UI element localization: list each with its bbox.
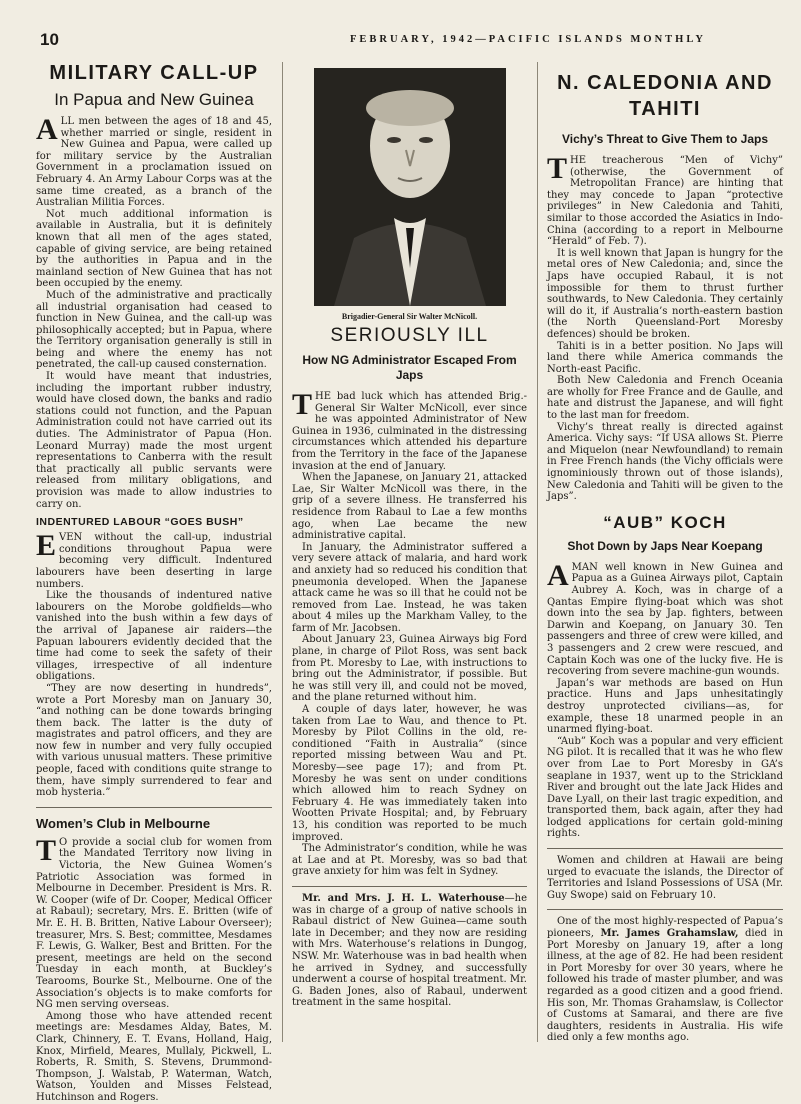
paragraph: THE treacherous “Men of Vichy” (otherwise, the Government of Metropolitan France) are hinting that they may concede to Japan “protective privileges” in New Caledonia and Tahiti, similar to those accorded the Asiatics in Indo-China (according to a report in Melbourne “Herald” of Feb. 7). [547,152,783,248]
article-subtitle: In Papua and New Guinea [54,90,254,109]
paragraph: Mr. and Mrs. J. H. L. Waterhouse—he was in charge of a group of native schools in Rabaul district of New Guinea—came south late in December; and they now are residing with Mrs. Waterhouse’s relations in Dungog, NSW. Mr. Waterhouse was in bad health when he arrived in Sydney, and successfully underwent a course of hospital treatment. Mr. G. Baden Jones, also of Rabaul, underwent treatment in the same hospital. [292,892,527,1009]
column-middle [292,62,527,1009]
paragraph: A MAN well known in New Guinea and Papua as a Guinea Airways pilot, Captain Aubrey A. Koch, was in charge of a Qantas Empire flying-boat which was shot down into the sea by Jap. fighters, between Darwin and Koepang, on January 30. Ten passengers and three of crew were killed, and 3 passengers and 2 crew were rescued, and Captain Koch was one of the lucky five. He is recovering from severe machine-gun wounds. [547,558,783,678]
paragraph: It would have meant that industries, including the important rubber industry, would have closed down, the banks and radio stations could not function, and the Papuan Administration could not have carried out its duties. The Administrator of Papua (Hon. Leonard Murray) made the most urgent representations to Canberra with the result that practically all public servants were released from military obligations, and provision was made to allow industries to carry on. [36,371,272,510]
article-title: N. CALEDONIA AND TAHITI [557,72,773,120]
paragraph: In January, the Administrator suffered a very severe attack of malaria, and hard work and anxiety had so reduced his condition that pneumonia developed. When the Japanese attack came he was so ill that he could not be removed from Lae. Instead, he was taken about 4 miles up the Markham Valley, to the farm of Mr. Jacobsen. [292,541,527,634]
paragraph: “Aub” Koch was a popular and very efficient NG pilot. It is recalled that it was he who flew over from Lae to Port Moresby in GA’s seaplane in 1937, went up to the Strickland River and brought out the late Jack Hides and Dave Lyall, on their last tragic expedition, and transported them, back again, after they had lodged applications for certain gold-mining rights. [547,735,783,840]
divider [36,807,272,808]
paragraph: EVEN without the call-up, industrial conditions throughout Papua were becoming very difficult. Indentured labourers have been deserting in large numbers. [36,529,272,590]
article-subtitle: Shot Down by Japs Near Koepang [567,538,763,553]
portrait-photo [314,68,506,306]
page-header [40,30,781,52]
drop-cap: T [292,388,313,421]
section-heading: INDENTURED LABOUR “GOES BUSH” [36,516,244,529]
divider [292,886,527,887]
paragraph: Both New Caledonia and French Oceania are wholly for Free France and de Gaulle, and hate and distrust the Japanese, and will fight to the last man for freedom. [547,375,783,422]
drop-cap: T [547,152,568,185]
paragraph: T O provide a social club for women from the Mandated Territory now living in Victoria, the New Guinea Women’s Patriotic Association was formed in Melbourne in December. President is Mrs. R. W. Cooper (wife of Dr. Cooper, Medical Officer at Rabaul); secretary, Mrs. E. Britten (wife of Mr. E. H. B. Britten, Native Labour Overseer); treasurer, Mrs. S. Best; committee, Mesdames F. Lewis, G. Walker, Best and Britten. For the present, meetings are held on the second Tuesday in each month, at Buckley’s Tearooms, Bourke St., Melbourne. One of the Association’s objects is to make comforts for NG men serving overseas. [36,833,272,1011]
paragraph: “They are now deserting in hundreds”, wrote a Port Moresby man on January 30, “and nothing can be done towards bringing them back. The latter is the duty of magistrates and patrol officers, and they are now few in number and very fully occupied with various unusual matters. These primitive people, faced with conditions quite strange to them, have simply surrendered to fear and mob hysteria.” [36,682,272,799]
drop-cap: A [36,113,58,146]
article-title: “AUB” KOCH [603,512,727,532]
portrait-illustration [314,68,506,306]
paragraph: Among those who have attended recent meetings are: Mesdames Alday, Bates, M. Clark, Chinnery, E. T. Evans, Holland, Haig, Knox, Mirfield, Meares, Mullaly, Pickwell, L. Roberts, R. Smith, S. Stevens, Drummond-Thompson, J. Walstab, P. Waterman, Watch, Watson, Youlden and Misses Felstead, Hutchinson and Rogers. [36,1010,272,1103]
paragraph: ALL men between the ages of 18 and 45, whether married or single, resident in New Guinea and Papua, were called up for military service by the Australian Government in a proclamation issued on February 4. An Army Labour Corps was at the same time created, as a branch of the Australian Militia Forces. [36,113,272,209]
page-number: 10 [40,30,59,49]
column-right [547,62,783,1044]
article-subtitle: Vichy’s Threat to Give Them to Japs [561,132,769,146]
drop-cap: T [36,833,57,867]
drop-cap: A [547,558,569,592]
photo-caption: Brigadier-General Sir Walter McNicoll. [341,312,478,321]
paragraph: Japan’s war methods are based on Hun practice. Huns and Japs unhesitatingly destroy unprotected civilians—as, for example, these 18 unarmed people in an unarmed flying-boat. [547,677,783,736]
paragraph: Women and children at Hawaii are being urged to evacuate the islands, the Director of Territories and Island Possessions of USA (Mr. Guy Swope) said on February 10. [547,855,783,901]
paragraph: About January 23, Guinea Airways big Ford plane, in charge of Pilot Ross, was sent back from Pt. Moresby to Lae, with instructions to bring out the Administrator, if possible. But he was still very ill, and could not be moved, and the plane returned without him. [292,634,527,704]
paragraph: Much of the administrative and practically all industrial organisation had ceased to function in New Guinea, and the call-up was philosophically accepted; but in Papua, where the Territory organisation generally is still in being and where the enemy has not penetrated, the call-up caused consternation. [36,289,272,371]
paragraph: Tahiti is in a better position. No Japs will land there while America commands the North-east Pacific. [547,340,783,375]
divider [547,848,783,849]
article-title: MILITARY CALL-UP [49,62,259,84]
running-title: FEBRUARY, 1942—PACIFIC ISLANDS MONTHLY [350,34,706,45]
paragraph: Like the thousands of indentured native labourers on the Morobe goldfields—who vanished into the bush within a few days of the arrival of Japanese air raiders—the Papuan labourers evidently decided that the time had come to seek the safety of their villages, irrespective of all indenture obligations. [36,590,272,683]
article-title: SERIOUSLY ILL [330,325,489,346]
paragraph: Vichy’s threat really is directed against America. Vichy says: “If USA allows St. Pierre and Miquelon (near Newfoundland) to remain in Free French hands (the Vichy officials were ignominiously thrown out of those islands), New Caledonia and Tahiti will be given to the Japs”. [547,421,783,503]
paragraph: The Administrator’s condition, while he was at Lae and at Pt. Moresby, was so bad that grave anxiety for him was felt in Sydney. [292,843,527,878]
section-heading: Women’s Club in Melbourne [36,815,211,831]
paragraph: It is well known that Japan is hungry for the metal ores of New Caledonia; and, since the Japs have occupied Rabaul, it is not impossible for them to thrust further southwards, to New Caledonia. They certainly will do it, if Australia’s north-eastern bastion (the North Queensland-Port Moresby defences) should be broken. [547,247,783,340]
paragraph: One of the most highly-respected of Papua’s pioneers, Mr. James Grahamslaw, died in Port Moresby on January 19, after a long illness, at the age of 82. He had been resident in Port Moresby for over 30 years, where he followed his trade of master plumber, and was regarded as a good citizen and a good friend. His son, Mr. Thomas Grahamslaw, is Collector of Customs at Samarai, and there are five daughters, residents in Australia. His wife died only a few months ago. [547,916,784,1044]
paragraph: THE bad luck which has attended Brig.-General Sir Walter McNicoll, ever since he was appointed Administrator of New Guinea in 1936, culminated in the distressing circumstances which attended his departure from the Territory in the face of the Japanese invasion at the end of January. [292,388,527,472]
paragraph: When the Japanese, on January 21, attacked Lae, Sir Walter McNicoll was there, in the grip of a severe illness. He transferred his residence from Rabaul to Lae a few months ago, when Lae became the new administrative capital. [292,472,527,542]
article-subtitle: How NG Administrator Escaped From Japs [302,353,517,382]
paragraph: Not much additional information is available in Australia, but it is definitely known that all men of the ages stated, capable of giving service, are being retained by the authorities in Papua and in the mainland section of New Guinea that has not been occupied by the enemy. [36,208,272,290]
paragraph: A couple of days later, however, he was taken from Lae to Wau, and thence to Pt. Moresby by Pilot Collins in the old, re-conditioned “Faith in Australia” (since reported missing between Wau and Pt. Moresby—see page 17); and from Pt. Moresby he was sent on under conditions which allowed him to reach Sydney on February 4. He was immediately taken into Wootten Private Hospital; and, by February 13, his condition was reported to be much improved. [292,704,527,843]
column-divider [537,62,538,1042]
divider [547,909,783,910]
drop-cap: E [36,529,57,563]
column-divider [282,62,283,1042]
column-left [36,62,272,1104]
